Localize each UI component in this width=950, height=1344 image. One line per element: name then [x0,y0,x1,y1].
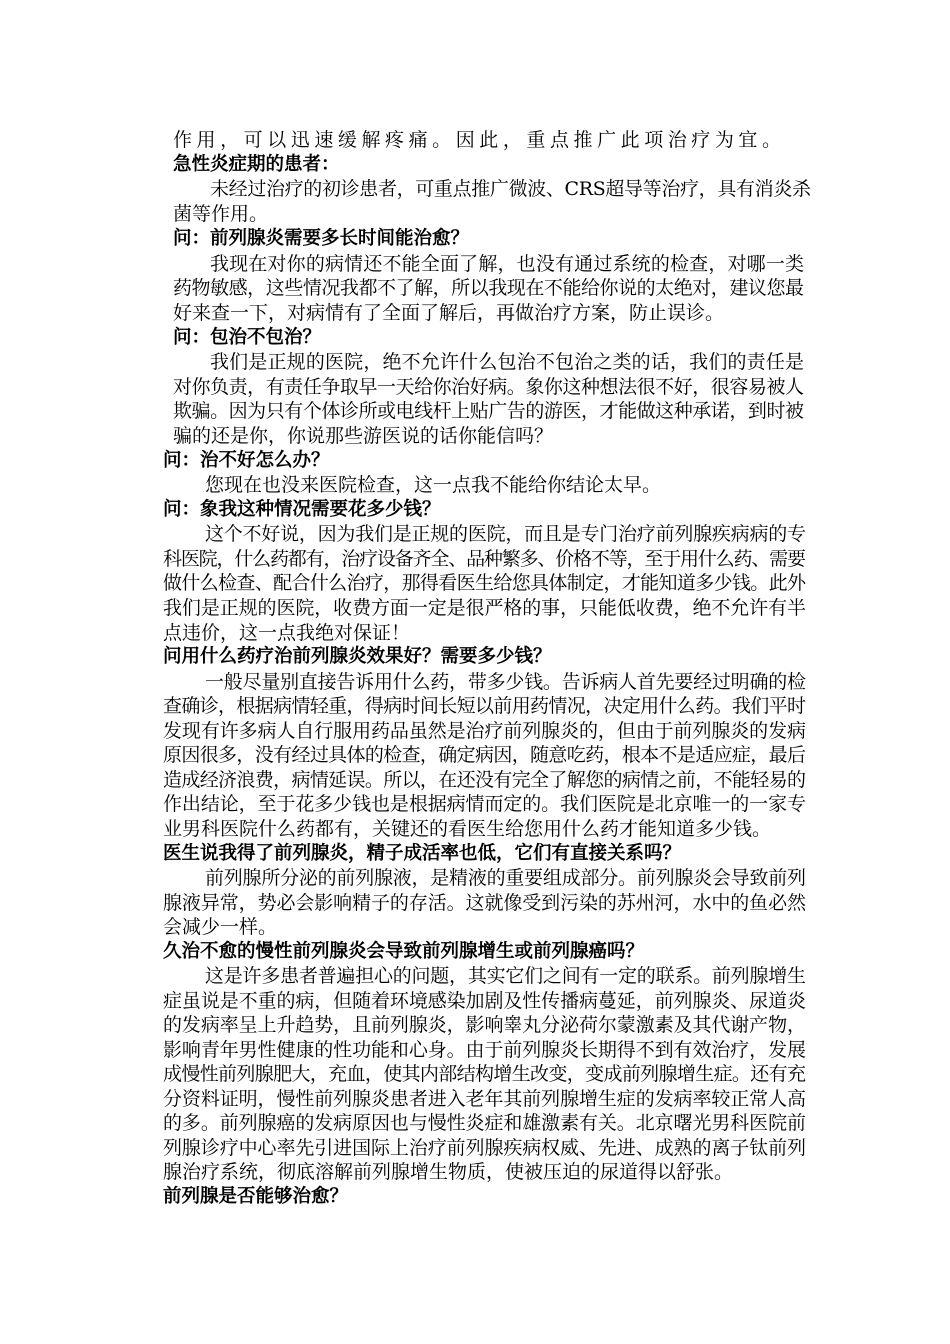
paragraph-line: 菌等作用。 [173,203,269,225]
paragraph-line: 成慢性前列腺肥大，充血，使其内部结构增生改变，变成前列腺增生症。还有充 [163,1063,806,1085]
paragraph-line: 对你负责，有责任争取早一天给你治好病。象你这种想法很不好，很容易被人 [173,376,804,398]
paragraph-line: 好来查一下，对病情有了全面了解后，再做治疗方案，防止误诊。 [173,302,725,324]
paragraph-line: 您现在也没来医院检查，这一点我不能给你结论太早。 [205,474,662,496]
question-heading: 久治不愈的慢性前列腺炎会导致前列腺增生或前列腺癌吗？ [163,941,645,962]
paragraph-line: 的多。前列腺癌的发病原因也与慢性炎症和雄激素有关。北京曙光男科医院前 [163,1112,806,1134]
paragraph-line: 原因很多，没有经过具体的检查，确定病因，随意吃药，根本不是适应症，最后 [163,744,806,766]
paragraph-line: 药物敏感，这些情况我都不了解，所以我现在不能给你说的太绝对，建议您最 [173,277,804,299]
paragraph-line: 会减少一样。 [163,916,278,938]
paragraph-line: 我们是正规的医院，收费方面一定是很严格的事，只能低收费，绝不允许有半 [163,597,806,619]
paragraph-line: 这是许多患者普遍担心的问题，其实它们之间有一定的联系。前列腺增生 [205,965,806,987]
paragraph-line: 作出结论，至于花多少钱也是根据病情而定的。我们医院是北京唯一的一家专 [163,793,806,815]
question-heading: 问：包治不包治？ [173,327,322,348]
paragraph-line: 作用，可以迅速缓解疼痛。因此，重点推广此项治疗为宜。 [173,129,786,151]
paragraph-line: 这个不好说，因为我们是正规的医院，而且是专门治疗前列腺疾病病的专 [205,523,806,545]
paragraph-line: 前列腺所分泌的前列腺液，是精液的重要组成部分。前列腺炎会导致前列 [205,867,806,889]
paragraph-line: 做什么检查、配合什么治疗，那得看医生给您具体制定，才能知道多少钱。此外 [163,572,806,594]
question-heading: 医生说我得了前列腺炎，精子成活率也低，它们有直接关系吗？ [163,843,682,864]
paragraph-line: 症虽说是不重的病，但随着环境感染加剧及性传播病蔓延，前列腺炎、尿道炎 [163,990,806,1012]
paragraph-line: 腺治疗系统，彻底溶解前列腺增生物质，使被压迫的尿道得以舒张。 [163,1161,734,1183]
question-heading: 前列腺是否能够治愈？ [163,1186,349,1207]
paragraph-line: 业男科医院什么药都有，关键还的看医生给您用什么药才能知道多少钱。 [163,818,772,840]
paragraph-line: 影响青年男性健康的性功能和心身。由于前列腺炎长期得不到有效治疗，发展 [163,1039,806,1061]
paragraph-line: 查确诊，根据病情轻重，得病时间长短以前用药情况，决定用什么药。我们平时 [163,695,806,717]
paragraph-line: 点违价，这一点我绝对保证！ [163,622,411,644]
paragraph-line: 一般尽量别直接告诉用什么药，带多少钱。告诉病人首先要经过明确的检 [205,671,806,693]
question-heading: 问：象我这种情况需要花多少钱？ [163,499,441,520]
question-heading: 问用什么药疗治前列腺炎效果好？需要多少钱？ [163,646,552,667]
paragraph-line: 骗的还是你，你说那些游医说的话你能信吗？ [173,425,554,447]
paragraph-line: 发现有许多病人自行服用药品虽然是治疗前列腺炎的，但由于前列腺炎的发病 [163,720,806,742]
question-heading: 问：治不好怎么办？ [163,450,330,471]
paragraph-line: 的发病率呈上升趋势，且前列腺炎，影响睾丸分泌荷尔蒙激素及其代谢产物， [163,1014,806,1036]
paragraph-line: 腺液异常，势必会影响精子的存活。这就像受到污染的苏州河，水中的鱼必然 [163,892,806,914]
paragraph-line: 造成经济浪费，病情延误。所以，在还没有完全了解您的病情之前，不能轻易的 [163,769,806,791]
paragraph-line: 分资料证明，慢性前列腺炎患者进入老年其前列腺增生症的发病率较正常人高 [163,1088,806,1110]
paragraph-line: 科医院，什么药都有，治疗设备齐全、品种繁多、价格不等，至于用什么药、需要 [163,548,805,570]
paragraph-line: 列腺诊疗中心率先引进国际上治疗前列腺疾病权威、先进、成熟的离子钛前列 [163,1137,806,1159]
paragraph-line: 我们是正规的医院，绝不允许什么包治不包治之类的话，我们的责任是 [210,351,805,373]
paragraph-line: 未经过治疗的初诊患者，可重点推广微波、CRS超导等治疗，具有消炎杀 [210,178,811,200]
paragraph-line: 我现在对你的病情还不能全面了解，也没有通过系统的检查，对哪一类 [210,253,805,275]
question-heading: 问：前列腺炎需要多长时间能治愈？ [173,228,470,249]
question-heading: 急性炎症期的患者： [173,154,340,175]
paragraph-line: 欺骗。因为只有个体诊所或电线杆上贴广告的游医，才能做这种承诺，到时被 [173,400,804,422]
